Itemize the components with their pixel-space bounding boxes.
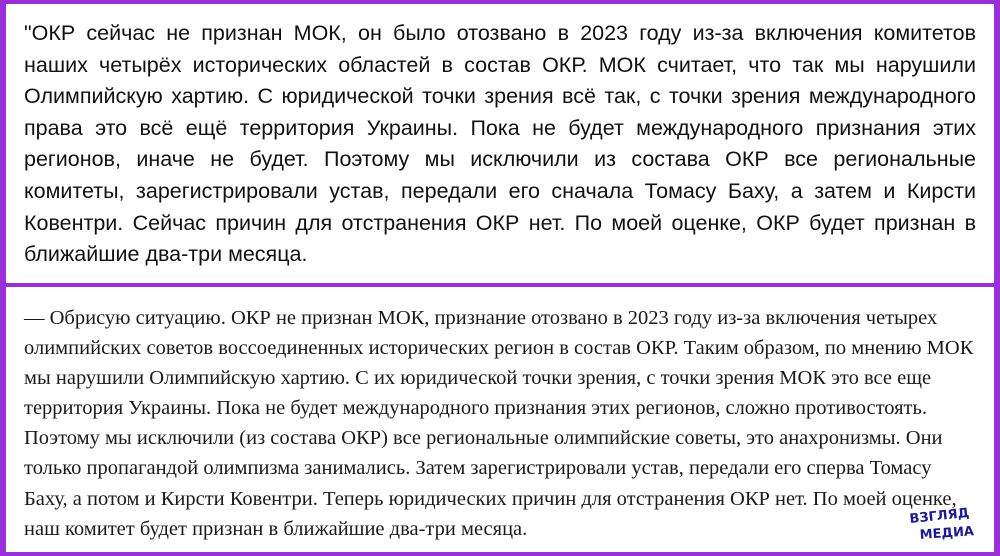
- quote-block: [6, 4, 994, 283]
- body-text: — Обрисую ситуацию. ОКР не признан МОК, признание отозвано в 2023 году из-за включения четырех олимпийских советов воссоединенных исторических регион в состав ОКР. Таким образом, по мнению МОК мы нарушили Олимпийскую хартию. С их юридической точки зрения, с точки зрения МОК это все еще территория Украины. Пока не будет международного признания этих регионов, сложно противостоять. Поэтому мы исключили (из состава ОКР) все региональные олимпийские советы, это анахронизмы. Они только пропагандой олимпизма занимались. Затем зарегистрировали устав, передали его сперва Томасу Баху, а потом и Кирсти Ковентри. Теперь юридических причин для отстранения ОКР нет. По моей оценке, наш комитет будет признан в ближайшие два-три месяца.: [24, 306, 974, 540]
- quote-text: "ОКР сейчас не признан МОК, он было отозвано в 2023 году из-за включения комитетов наших четырёх исторических областей в состав ОКР. МОК считает, что так мы нарушили Олимпийскую хартию. С юридической точки зрения всё так, с точки зрения международного права это всё ещё территория Украины. Пока не будет международного признания этих регионов, иначе не будет. Поэтому мы исключили из состава ОКР все региональные комитеты, зарегистрировали устав, передали его сначала Томасу Баху, а затем и Кирсти Ковентри. Сейчас причин для отстранения ОКР нет. По моей оценке, ОКР будет признан в ближайшие два-три месяца.: [24, 21, 976, 267]
- body-block: [6, 287, 994, 552]
- watermark-line2-text: МЕДИА: [919, 524, 975, 543]
- watermark-line1-text: ВЗГЛЯД: [908, 506, 970, 527]
